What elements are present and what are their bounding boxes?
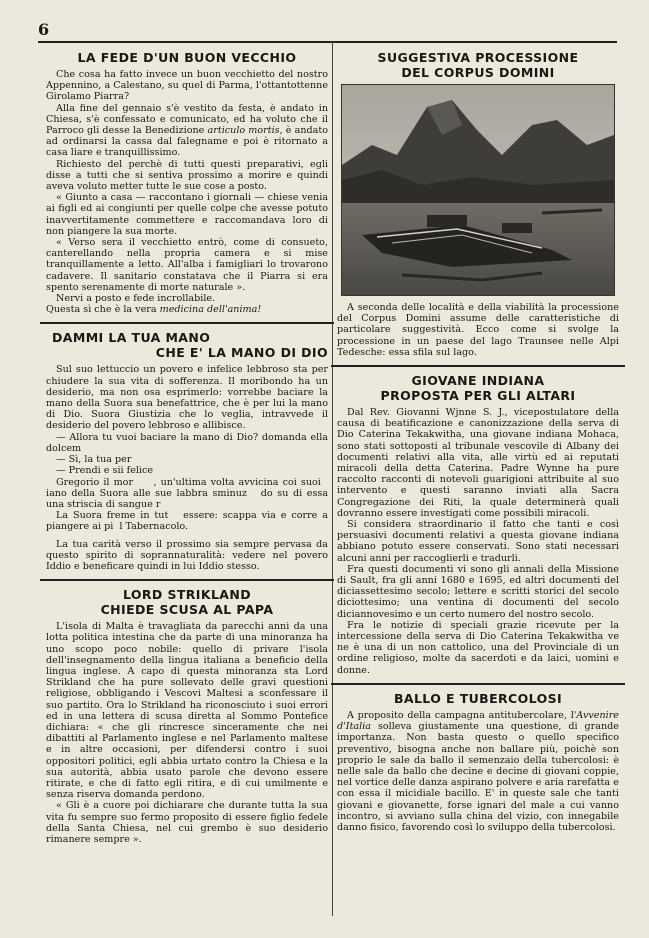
article-body-mano [46,364,328,572]
article-body-ballo [337,710,619,833]
paragraph: Nervi a posto e fede incrollabile. [56,293,216,305]
separator [40,579,334,581]
article-title-strikland-1: LORD STRIKLAND [122,587,252,603]
article-title-corpus-2: DEL CORPUS DOMINI [401,65,555,80]
article-title-strikland-2: CHIEDE SCUSA AL PAPA [100,602,274,618]
paragraph: — Allora tu vuoi baciare la mano di Dio? domanda ella dolcem [46,431,328,454]
article-body-indiana [337,407,619,676]
paragraph: « Gli è a cuore poi dichiarare che durante tutta la sua vita fu sempre suo fermo proposito di essere figlio fedele della Santa Chiesa, nel cui grembo è suo desiderio rimanere sempre ». [46,800,328,845]
paragraph: — Prendi e sii felice [56,465,154,477]
separator [331,365,625,367]
right-column [337,46,619,833]
paragraph: « Giunto a casa — raccontano i giornali — chiese venia ai figli ed ai congiunti per quelle colpe che avesse potuto inavvertitamente commettere e raccomandava loro di non piangere la sua morte. [46,192,328,237]
article-title-fede: LA FEDE D'UN BUON VECCHIO [77,50,297,65]
article-title-corpus-1: SUGGESTIVA PROCESSIONE [377,50,579,65]
paragraph: Sul suo lettuccio un povero e infelice lebbroso sta per chiudere la sua vita di sofferenza. Il moribondo ha un desiderio, ma non osa esprimerlo: vorrebbe baciare la mano della Suora sua benefattrice, che è per lui la mano di Dio. Suora Giustizia che lo veglia, intravvede il desiderio del povero lebbroso e allibisce. [46,364,328,432]
article-body-fede [46,69,328,315]
paragraph: Si considera straordinario il fatto che tanti e così persuasivi documenti relativi a questa giovane indiana abbiano potuto essere conservati. Sono stati necessari alcuni anni per raccoglierli e tradurli. [337,519,619,564]
paragraph: Gregorio il mor , un'ultima volta avvicina coi suoi iano della Suora alle sue labbra sminuz do su di essa una striscia di sangue r [46,476,329,510]
paragraph: Questa sì che è la vera medicina dell'anima! [46,304,262,316]
article-body-strikland [46,621,328,845]
lake-procession-photo [341,84,615,296]
paragraph: A proposito della campagna antitubercolare, l'Avvenire d'Italia solleva giustamente una questione, di grande importanza. Non basta questo o quello specifico preventivo, bisogna anche non ballare più, poichè son proprio le sale da ballo il semenzaio della tubercolosi: è nelle sale da ballo che decine e decine di giovani coppie, nel vortice delle danza aspirano polvere e aria rarefatta e con essa il micidiale bacillo. E' in queste sale che tanti giovani e giovanette, forse ignari del male a cui vanno incontro, si avviano sulla china del vizio, con innegabile danno fisico, favorendo così lo sviluppo della tubercolosi. [337,709,619,833]
top-rule [38,41,617,43]
article-title-indiana-1: GIOVANE INDIANA [411,373,545,389]
paragraph: La tua carità verso il prossimo sia sempre pervasa da questo spirito di soprannaturalità: vedere nel povero Iddio e beneficare quindi in lui Iddio stesso. [46,538,328,572]
paragraph: Fra le notizie di speciali grazie ricevute per la intercessione della serva di Dio Caterina Tekakwitha ve ne è una di un non cattolico, una del Provinciale di un ordine religioso, molte da sacerdoti e da laici, uomini e donne. [337,619,619,676]
separator [40,322,334,324]
paragraph: Dal Rev. Giovanni Wjnne S. J., vicepostulatore della causa di beatificazione e canonizzazione della serva di Dio Caterina Tekakwitha, una giovane indiana Mohaca, sono stati sottoposti al tribunale vescovile di Albany dei documenti relativi alla vita, alle virtù ed ai reputati miracoli della detta Caterina. Padre Wynne ha pure raccolto racconti di notevoli guarigioni attribuite al suo intervento e questi saranno inviati alla Sacra Congregazione dei Riti, la quale determinerà quali dovranno essere investigati come possibili miracoli. [337,407,619,519]
article-title-mano-2: CHE E' LA MANO DI DIO [155,345,328,361]
article-title-indiana-2: PROPOSTA PER GLI ALTARI [380,388,576,404]
paragraph: Fra questi documenti vi sono gli annali della Missione di Sault, fra gli anni 1680 e 1695, ed altri documenti del diciassettesimo secolo; lettere e scritti storici del secolo diciottesimo; una ventina di documenti del secolo diciannovesimo e un certo numero del nostro secolo. [337,563,619,620]
photo-caption: A seconda delle località e della viabilità la processione del Corpus Domini assume delle caratteristiche di particolare suggestività. Ecco come si svolge la processione in un paese del lago Traunsee nelle Alpi Tedesche: essa sfila sul lago. [337,302,619,358]
left-column [46,46,328,845]
paragraph: Richiesto del perchè di tutti questi preparativi, egli disse a tutti che si sentiva prossimo a morire e quindi aveva voluto metter tutte le sue cose a posto. [46,158,328,193]
paragraph: L'isola di Malta è travagliata da parecchi anni da una lotta politica intestina che da parte di una minoranza ha uno scopo poco nobile: quello di privare l'isola dell'insegnamento della lingua italiana a beneficio della lingua inglese. A capo di questa minoranza sta Lord Strikland che ha pure sollevato delle gravi questioni religiose, obbligando i Vescovi Maltesi a sconfessare il suo partito. Ora lo Strikland ha riconosciuto i suoi errori ed in una lettera di scusa diretta al Sommo Pontefice dichiara: « che gli rincresce sinceramente che nei dibattiti al Parlamento inglese e nel Parlamento maltese e in altre occasioni, per difendersi contro i suoi oppositori politici, egli abbia urtato contro la Chiesa e la sua autorità, abbia usato parole che devono essere ritirate, e che di fatto egli ritira, e di cui umilmente e senza riserva domanda perdono. [46,621,328,801]
paragraph: Alla fine del gennaio s'è vestito da festa, è andato in Chiesa, s'è confessato e comunicato, ed ha voluto che il Parroco gli desse la Benedizione articulo mortis, è andato ad ordinarsi la cassa dal falegname e poi è ritornato a casa liare e tranquillissimo. [46,102,329,159]
paragraph: « Verso sera il vecchietto entrò, come di consueto, canterellando nella propria camera e si mise tranquillamente a letto. All'alba i famigliari lo trovarono cadavere. Il sanitario constatava che il Piarra si era spento serenamente di morte naturale ». [46,237,328,293]
separator [331,683,625,685]
paragraph: Che cosa ha fatto invece un buon vecchietto del nostro Appennino, a Calestano, su quel di Parma, l'ottantottenne Girolamo Piarra? [46,69,328,103]
article-title-ballo: BALLO E TUBERCOLOSI [393,690,563,706]
paragraph: La Suora freme in tut essere: scappa via e corre a piangere ai pi l Tabernacolo. [46,510,328,533]
paragraph: — Sì, la tua per [56,454,132,466]
page-number: 6 [38,20,50,39]
column-divider [332,41,333,916]
article-title-mano-1: DAMMI LA TUA MANO [52,330,211,346]
